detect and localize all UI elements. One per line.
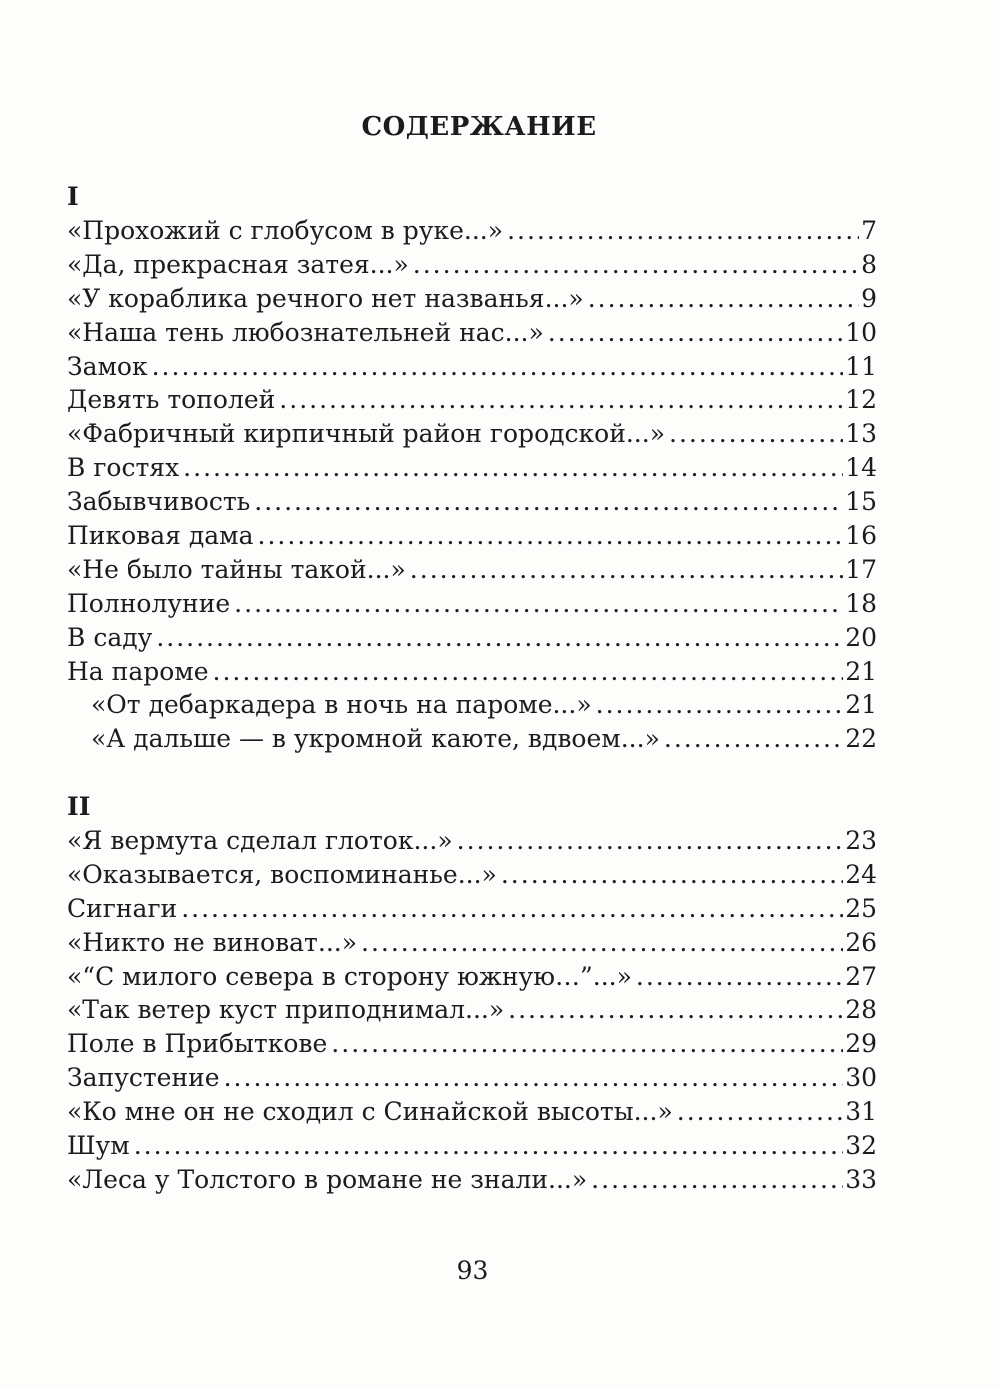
dot-leader: [501, 858, 843, 892]
toc-entry: [67, 485, 877, 519]
dot-leader: [413, 248, 859, 282]
dot-leader: [134, 1129, 844, 1163]
entry-page: 26: [845, 927, 877, 957]
toc-entry: [67, 1095, 877, 1129]
contents-title: СОДЕРЖАНИЕ: [361, 112, 597, 142]
dot-leader: [410, 553, 843, 587]
entry-title: «Не было тайны такой...»: [67, 554, 406, 584]
section-1: [67, 180, 877, 756]
entry-title: Полнолуние: [67, 588, 231, 618]
entry-title: «Ко мне он не сходил с Синайской высоты...»: [67, 1097, 673, 1127]
dot-leader: [677, 1095, 843, 1129]
dot-leader: [588, 282, 859, 316]
toc-entry: [67, 214, 877, 248]
page-number: 93: [456, 1256, 489, 1285]
entry-page: 20: [845, 622, 877, 652]
section-heading: I: [67, 182, 79, 211]
toc-entry: [67, 553, 877, 587]
toc-entry: [67, 1027, 877, 1061]
entry-title: «А дальше — в укромной каюте, вдвоем...»: [91, 724, 660, 754]
dot-leader: [234, 587, 843, 621]
entry-title: Пиковая дама: [67, 521, 254, 551]
entry-page: 17: [845, 554, 877, 584]
toc-subentry: [67, 722, 877, 756]
entry-page: 22: [845, 724, 877, 754]
toc-subentry: [67, 688, 877, 722]
entry-page: 8: [861, 249, 877, 279]
entry-page: 31: [845, 1097, 877, 1127]
toc-entry: [67, 858, 877, 892]
dot-leader: [183, 451, 843, 485]
dot-leader: [591, 1163, 843, 1197]
entry-page: 14: [845, 453, 877, 483]
toc-entry: [67, 1061, 877, 1095]
entry-page: 9: [861, 283, 877, 313]
entry-page: 12: [845, 385, 877, 415]
entry-page: 11: [845, 351, 877, 381]
entry-title: «Я вермута сделал глоток...»: [67, 826, 453, 855]
entry-title: Замок: [67, 351, 148, 381]
entry-page: 18: [845, 588, 877, 618]
toc-entry: [67, 960, 877, 994]
dot-leader: [548, 316, 843, 350]
dot-leader: [258, 519, 844, 553]
entry-page: 23: [845, 826, 877, 855]
toc-entry: [67, 282, 877, 316]
toc-entry: [67, 1163, 877, 1197]
entry-page: 30: [845, 1063, 877, 1093]
toc-entry: [67, 926, 877, 960]
entry-page: 21: [845, 690, 877, 720]
entry-page: 25: [845, 893, 877, 923]
dot-leader: [508, 993, 843, 1027]
entry-page: 7: [861, 216, 877, 245]
toc-entry: [67, 892, 877, 926]
entry-title: «Фабричный кирпичный район городской...»: [67, 419, 665, 449]
entry-title: На пароме: [67, 656, 209, 686]
entry-title: Запустение: [67, 1063, 220, 1093]
entry-title: «“С милого севера в сторону южную…”...»: [67, 961, 632, 991]
entry-title: «От дебаркадера в ночь на пароме...»: [91, 690, 592, 720]
entry-page: 32: [845, 1131, 877, 1161]
entry-title: «Никто не виноват...»: [67, 927, 358, 957]
entry-page: 28: [845, 995, 877, 1025]
entry-page: 27: [845, 961, 877, 991]
entry-page: 16: [845, 521, 877, 551]
toc-entry: [67, 350, 877, 384]
entry-title: «Наша тень любознательней нас...»: [67, 317, 544, 347]
toc-entry: [67, 519, 877, 553]
entry-page: 29: [845, 1029, 877, 1059]
toc-entry: [67, 993, 877, 1027]
entry-title: «У кораблика речного нет названья...»: [67, 283, 584, 313]
entry-title: Поле в Прибыткове: [67, 1029, 328, 1059]
dot-leader: [213, 655, 844, 689]
section-2: [67, 790, 877, 1197]
entry-title: «Оказывается, воспоминанье...»: [67, 859, 497, 889]
entry-page: 21: [845, 656, 877, 686]
dot-leader: [636, 960, 843, 994]
entry-title: В саду: [67, 622, 153, 652]
dot-leader: [664, 722, 843, 756]
toc-entry: [67, 248, 877, 282]
entry-title: Забывчивость: [67, 487, 251, 517]
entry-title: В гостях: [67, 453, 180, 483]
entry-title: «Так ветер куст приподнимал...»: [67, 995, 505, 1025]
dot-leader: [279, 383, 843, 417]
dot-leader: [331, 1027, 843, 1061]
dot-leader: [152, 350, 844, 384]
toc-entry: [67, 316, 877, 350]
dot-leader: [181, 892, 843, 926]
toc-entry: [67, 655, 877, 689]
dot-leader: [361, 926, 843, 960]
dot-leader: [254, 485, 843, 519]
entry-page: 13: [845, 419, 877, 449]
entry-page: 10: [845, 317, 877, 347]
dot-leader: [224, 1061, 844, 1095]
dot-leader: [507, 214, 859, 248]
toc-entry: [67, 1129, 877, 1163]
toc-entry: [67, 383, 877, 417]
entry-page: 15: [845, 487, 877, 517]
entry-title: Шум: [67, 1131, 130, 1161]
toc-entry: [67, 824, 877, 858]
entry-title: «Прохожий с глобусом в руке...»: [67, 216, 504, 245]
entry-title: «Да, прекрасная затея...»: [67, 249, 409, 279]
toc-entry: [67, 621, 877, 655]
dot-leader: [596, 688, 844, 722]
dot-leader: [457, 824, 844, 858]
dot-leader: [669, 417, 843, 451]
dot-leader: [156, 621, 843, 655]
entry-title: «Леса у Толстого в романе не знали...»: [67, 1164, 588, 1194]
toc-entry: [67, 587, 877, 621]
toc-entry: [67, 417, 877, 451]
section-heading: II: [67, 792, 91, 821]
entry-title: Сигнаги: [67, 893, 178, 923]
entry-title: Девять тополей: [67, 385, 276, 415]
entry-page: 33: [845, 1164, 877, 1194]
entry-page: 24: [845, 859, 877, 889]
toc-entry: [67, 451, 877, 485]
